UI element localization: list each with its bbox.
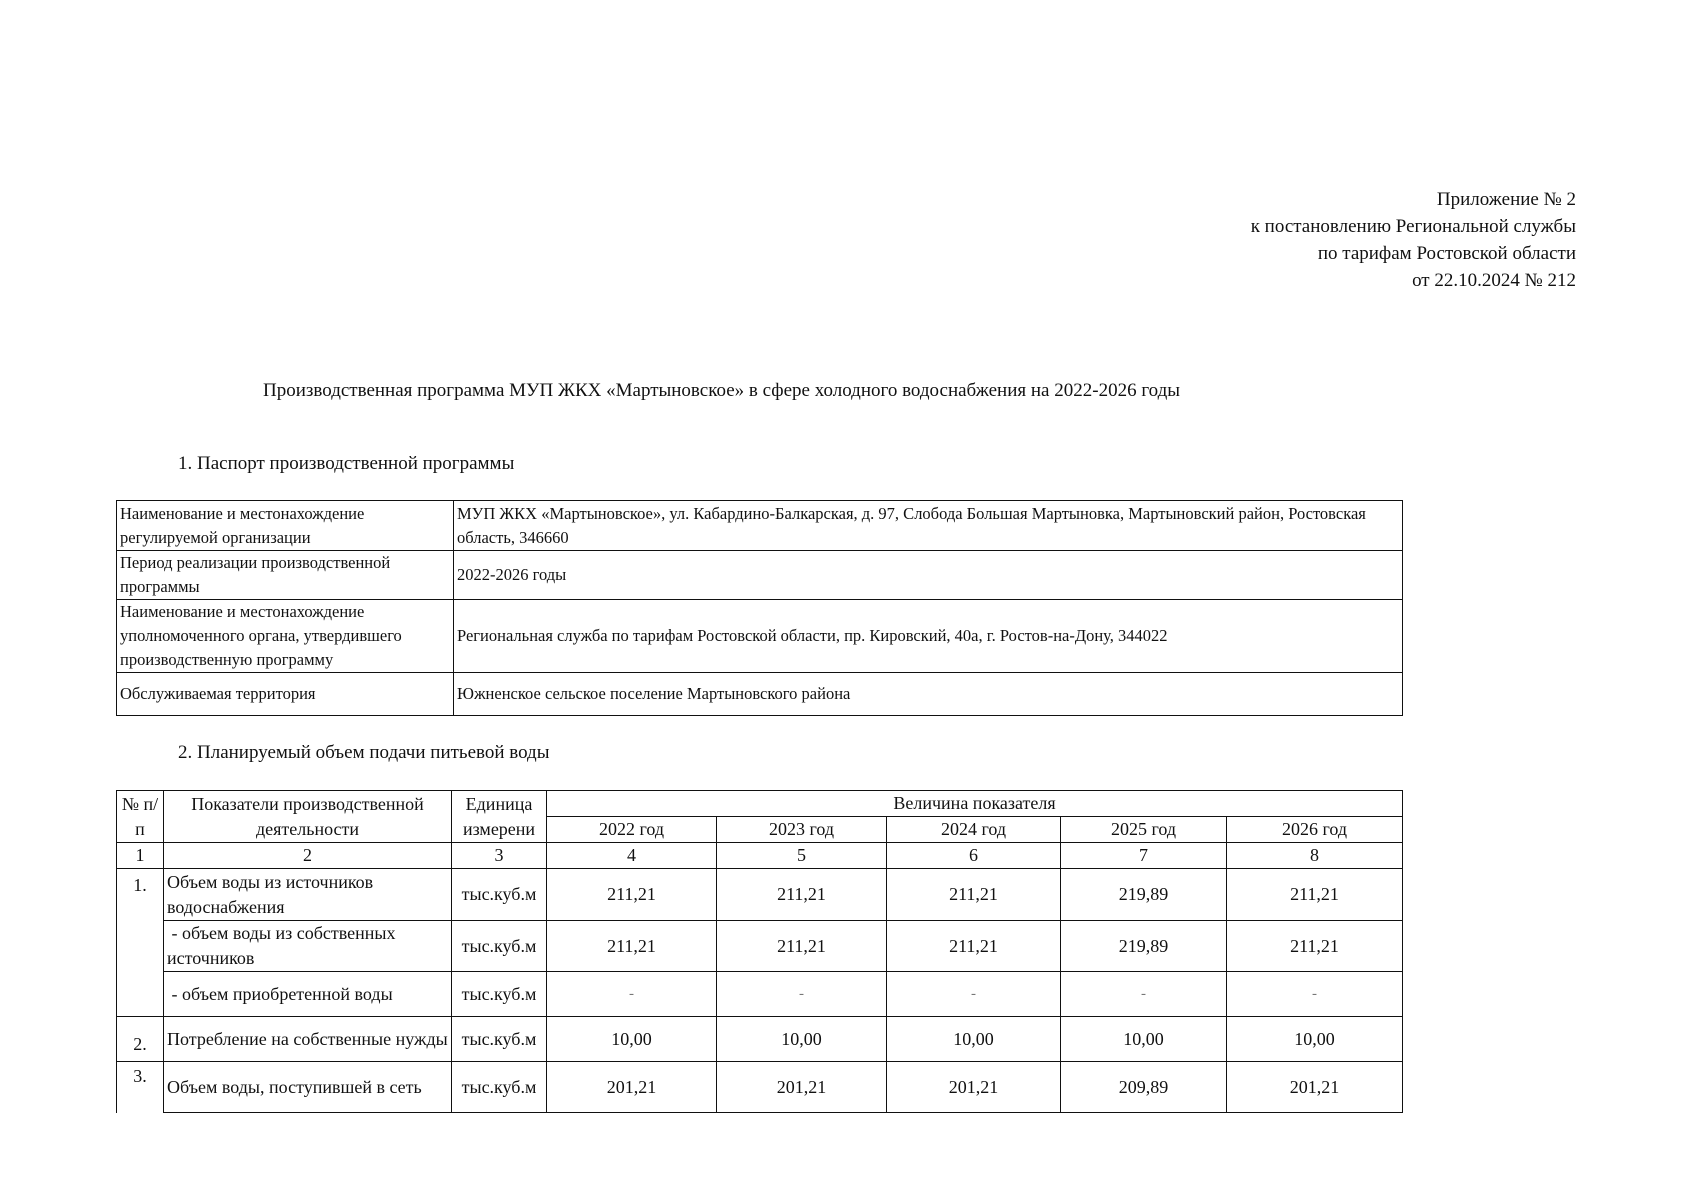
header-year: 2024 год [887, 817, 1061, 843]
header-year: 2025 год [1061, 817, 1227, 843]
header-indicator: Показатели производственной деятельности [164, 791, 452, 843]
column-number-row [117, 843, 1403, 869]
row-unit: тыс.куб.м [452, 921, 547, 972]
row-value: 201,21 [887, 1062, 1061, 1113]
row-value: - [887, 972, 1061, 1017]
row-name: Объем воды, поступившей в сеть [164, 1062, 452, 1113]
row-name: - объем воды из собственных источников [164, 921, 452, 972]
passport-row [117, 551, 1403, 600]
row-unit: тыс.куб.м [452, 869, 547, 921]
header-year: 2023 год [717, 817, 887, 843]
row-num: 3. [117, 1062, 164, 1113]
row-value: - [1227, 972, 1403, 1017]
passport-label: Наименование и местонахождение уполномоченного органа, утвердившего производственную программу [117, 600, 454, 673]
row-value: 201,21 [547, 1062, 717, 1113]
passport-value: МУП ЖКХ «Мартыновское», ул. Кабардино-Балкарская, д. 97, Слобода Большая Мартыновка, Мартыновский район, Ростовская область, 346660 [454, 501, 1403, 551]
section-1-heading: 1. Паспорт производственной программы [178, 453, 515, 474]
row-value: 211,21 [717, 921, 887, 972]
row-value: 201,21 [717, 1062, 887, 1113]
column-number: 6 [887, 843, 1061, 869]
column-number: 3 [452, 843, 547, 869]
row-value: - [1061, 972, 1227, 1017]
column-number: 7 [1061, 843, 1227, 869]
passport-label: Наименование и местонахождение регулируемой организации [117, 501, 454, 551]
column-number: 8 [1227, 843, 1403, 869]
row-value: 211,21 [547, 869, 717, 921]
row-value: 211,21 [547, 921, 717, 972]
row-unit: тыс.куб.м [452, 972, 547, 1017]
column-number: 1 [117, 843, 164, 869]
column-number: 4 [547, 843, 717, 869]
passport-value: Южненское сельское поселение Мартыновского района [454, 673, 1403, 716]
column-number: 2 [164, 843, 452, 869]
appendix-header [1251, 186, 1576, 294]
row-value: 10,00 [1061, 1017, 1227, 1062]
row-num [117, 921, 164, 972]
table-row [117, 921, 1403, 972]
header-year: 2022 год [547, 817, 717, 843]
row-value: 211,21 [887, 921, 1061, 972]
row-value: 211,21 [1227, 869, 1403, 921]
header-row [117, 791, 1403, 817]
section-2-heading: 2. Планируемый объем подачи питьевой воды [178, 742, 550, 763]
row-value: - [547, 972, 717, 1017]
row-value: 10,00 [717, 1017, 887, 1062]
row-unit: тыс.куб.м [452, 1017, 547, 1062]
row-value: 10,00 [887, 1017, 1061, 1062]
row-name: Объем воды из источников водоснабжения [164, 869, 452, 921]
passport-label: Обслуживаемая территория [117, 673, 454, 716]
row-name: Потребление на собственные нужды [164, 1017, 452, 1062]
header-unit: Единица измерени [452, 791, 547, 843]
row-value: 10,00 [547, 1017, 717, 1062]
row-name: - объем приобретенной воды [164, 972, 452, 1017]
row-unit: тыс.куб.м [452, 1062, 547, 1113]
row-num: 2. [117, 1017, 164, 1062]
row-value: 10,00 [1227, 1017, 1403, 1062]
table-row [117, 972, 1403, 1017]
header-year: 2026 год [1227, 817, 1403, 843]
table-row [117, 869, 1403, 921]
row-value: 219,89 [1061, 921, 1227, 972]
document-title: Производственная программа МУП ЖКХ «Мартыновское» в сфере холодного водоснабжения на 2022-2026 годы [263, 380, 1181, 401]
passport-row [117, 673, 1403, 716]
table-row [117, 1017, 1403, 1062]
passport-table [116, 500, 1403, 716]
row-value: 211,21 [1227, 921, 1403, 972]
row-value: 209,89 [1061, 1062, 1227, 1113]
row-value: 219,89 [1061, 869, 1227, 921]
appendix-line-1: Приложение № 2 [1436, 189, 1576, 210]
passport-row [117, 600, 1403, 673]
row-num [117, 972, 164, 1017]
row-value: 211,21 [887, 869, 1061, 921]
header-num: № п/п [117, 791, 164, 843]
column-number: 5 [717, 843, 887, 869]
row-num: 1. [117, 869, 164, 921]
passport-row [117, 501, 1403, 551]
row-value: - [717, 972, 887, 1017]
appendix-line-3: по тарифам Ростовской области [1317, 243, 1576, 264]
header-value-group: Величина показателя [547, 791, 1403, 817]
appendix-line-4: от 22.10.2024 № 212 [1412, 270, 1576, 291]
row-value: 201,21 [1227, 1062, 1403, 1113]
row-value: 211,21 [717, 869, 887, 921]
passport-value: 2022-2026 годы [454, 551, 1403, 600]
water-volume-table [116, 790, 1403, 1113]
appendix-line-2: к постановлению Региональной службы [1250, 216, 1576, 237]
passport-label: Период реализации производственной программы [117, 551, 454, 600]
passport-value: Региональная служба по тарифам Ростовской области, пр. Кировский, 40а, г. Ростов-на-Дону, 344022 [454, 600, 1403, 673]
table-row [117, 1062, 1403, 1113]
